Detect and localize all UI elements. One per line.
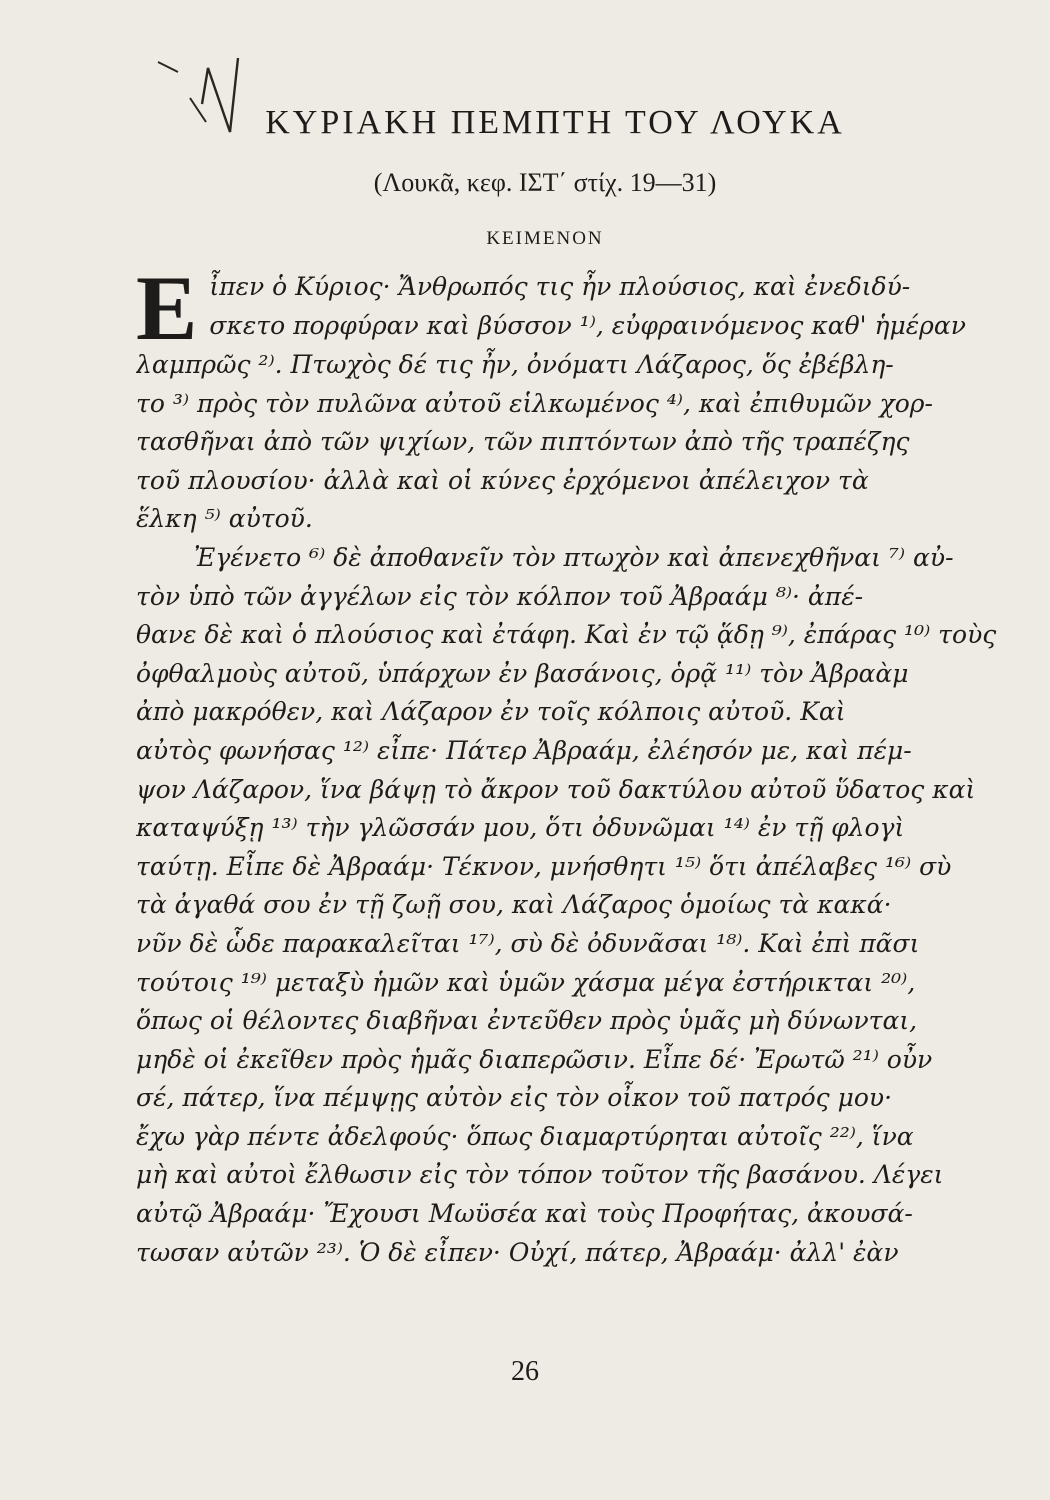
text-line: σέ, πάτερ, ἵνα πέμψῃς αὐτὸν εἰς τὸν οἶκον τοῦ πατρός μου· xyxy=(136,1083,893,1113)
text-line: τασθῆναι ἀπὸ τῶν ψιχίων, τῶν πιπτόντων ἀπὸ τῆς τραπέζης xyxy=(136,427,910,457)
text-line: ταύτῃ. Εἶπε δὲ Ἀβραάμ· Τέκνον, μνήσθητι ¹⁵⁾ ὅτι ἀπέλαβες ¹⁶⁾ σὺ xyxy=(136,851,952,881)
text-line: ψον Λάζαρον, ἵνα βάψῃ τὸ ἄκρον τοῦ δακτύλου αὐτοῦ ὕδατος καὶ xyxy=(136,774,976,804)
text-line: ἀπὸ μακρόθεν, καὶ Λάζαρον ἐν τοῖς κόλποις αὐτοῦ. Καὶ xyxy=(136,697,846,727)
section-heading: ΚΕΙΜΕΝΟΝ xyxy=(486,228,604,249)
scripture-reference: (Λουκᾶ, κεφ. ΙΣΤ΄ στίχ. 19—31) xyxy=(373,168,717,197)
text-line: το ³⁾ πρὸς τὸν πυλῶνα αὐτοῦ εἱλκωμένος ⁴⁾, καὶ ἐπιθυμῶν χορ- xyxy=(136,388,933,418)
text-line: τοῦ πλουσίου· ἀλλὰ καὶ οἱ κύνες ἐρχόμενοι ἀπέλειχον τὰ xyxy=(136,465,869,495)
text-line: αὐτῷ Ἀβραάμ· Ἔχουσι Μωϋσέα καὶ τοὺς Προφήτας, ἀκουσά- xyxy=(136,1199,913,1229)
text-line: θανε δὲ καὶ ὁ πλούσιος καὶ ἐτάφη. Καὶ ἐν τῷ ᾅδῃ ⁹⁾, ἐπάρας ¹⁰⁾ τοὺς xyxy=(136,620,997,650)
body-text xyxy=(136,257,1042,1272)
text-line: ἔχω γὰρ πέντε ἀδελφούς· ὅπως διαμαρτύρηται αὐτοῖς ²²⁾, ἵνα xyxy=(136,1121,914,1151)
text-line: ὀφθαλμοὺς αὐτοῦ, ὑπάρχων ἐν βασάνοις, ὁρᾷ ¹¹⁾ τὸν Ἀβραὰμ xyxy=(136,658,909,688)
text-line: τὰ ἀγαθά σου ἐν τῇ ζωῇ σου, καὶ Λάζαρος ὁμοίως τὰ κακά· xyxy=(136,890,892,920)
text-line: ἶπεν ὁ Κύριος· Ἄνθρωπός τις ἦν πλούσιος, καὶ ἐνεδιδύ- xyxy=(209,272,911,301)
text-line: μὴ καὶ αὐτοὶ ἔλθωσιν εἰς τὸν τόπον τοῦτον τῆς βασάνου. Λέγει xyxy=(136,1160,944,1190)
text-line: αὐτὸς φωνήσας ¹²⁾ εἶπε· Πάτερ Ἀβραάμ, ἐλέησόν με, καὶ πέμ- xyxy=(136,735,912,765)
page-title: ΚΥΡΙΑΚΗ ΠΕΜΠΤΗ ΤΟΥ ΛΟΥΚΑ xyxy=(265,104,845,141)
text-line: τὸν ὑπὸ τῶν ἀγγέλων εἰς τὸν κόλπον τοῦ Ἀβραάμ ⁸⁾· ἀπέ- xyxy=(136,581,864,611)
text-line: Ἐγένετο ⁶⁾ δὲ ἀποθανεῖν τὸν πτωχὸν καὶ ἀπενεχθῆναι ⁷⁾ αὐ- xyxy=(194,542,954,572)
text-line: σκετο πορφύραν καὶ βύσσον ¹⁾, εὐφραινόμενος καθ' ἡμέραν xyxy=(209,310,966,340)
page-number: 26 xyxy=(511,1356,539,1387)
text-line: καταψύξῃ ¹³⁾ τὴν γλῶσσάν μου, ὅτι ὀδυνῶμαι ¹⁴⁾ ἐν τῇ φλογὶ xyxy=(136,813,905,843)
text-line: τούτοις ¹⁹⁾ μεταξὺ ἡμῶν καὶ ὑμῶν χάσμα μέγα ἐστήρικται ²⁰⁾, xyxy=(136,967,916,997)
text-line: λαμπρῶς ²⁾. Πτωχὸς δέ τις ἦν, ὀνόματι Λάζαρος, ὅς ἐβέβλη- xyxy=(136,350,894,379)
text-line: ἕλκη ⁵⁾ αὐτοῦ. xyxy=(136,504,313,534)
text-line: ὅπως οἱ θέλοντες διαβῆναι ἐντεῦθεν πρὸς ὑμᾶς μὴ δύνωνται, xyxy=(136,1006,918,1036)
text-line: τωσαν αὐτῶν ²³⁾. Ὁ δὲ εἶπεν· Οὐχί, πάτερ, Ἀβραάμ· ἀλλ' ἐὰν xyxy=(136,1237,899,1267)
drop-cap: Ε xyxy=(136,257,198,359)
text-line: νῦν δὲ ὧδε παρακαλεῖται ¹⁷⁾, σὺ δὲ ὀδυνᾶσαι ¹⁸⁾. Καὶ ἐπὶ πᾶσι xyxy=(136,928,920,958)
text-line: μηδὲ οἱ ἐκεῖθεν πρὸς ἡμᾶς διαπερῶσιν. Εἶπε δέ· Ἐρωτῶ ²¹⁾ οὖν xyxy=(136,1044,933,1074)
